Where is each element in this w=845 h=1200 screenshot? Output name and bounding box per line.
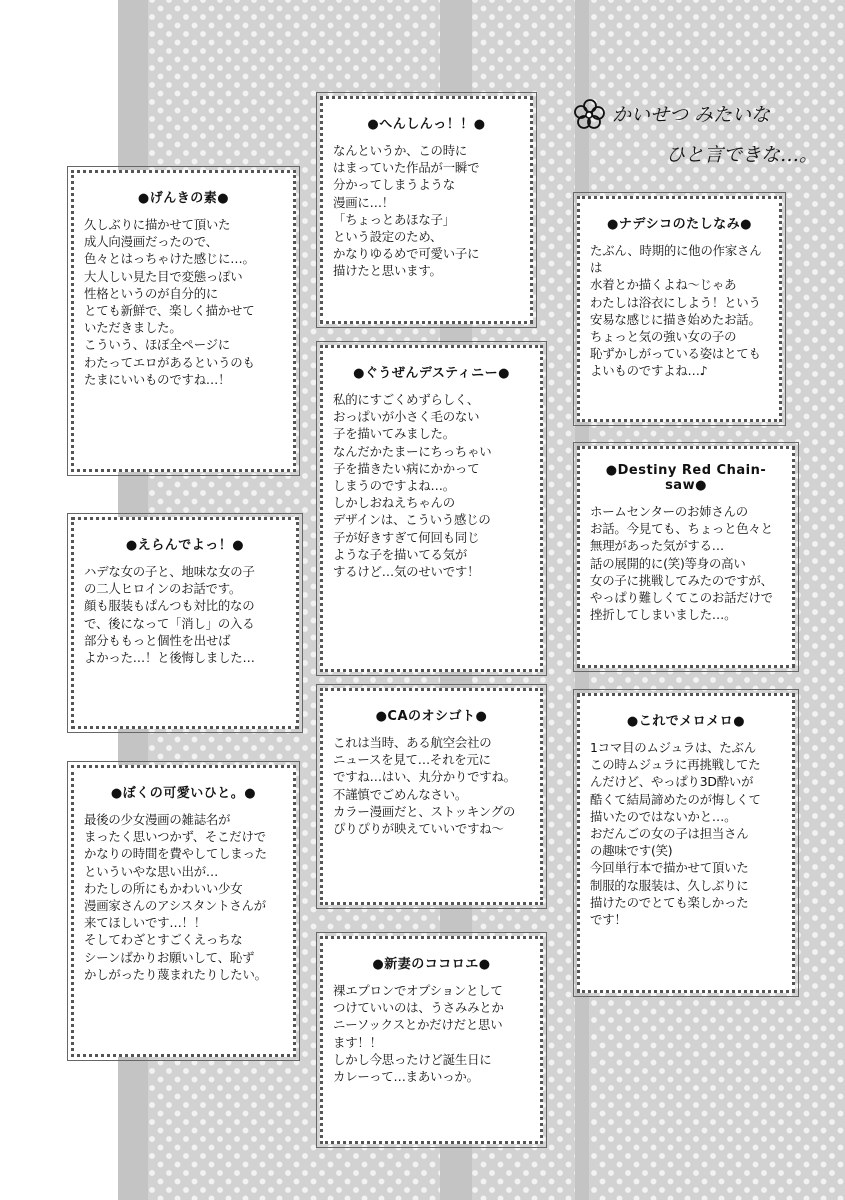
comment-card-boku (71, 765, 296, 1057)
afterword-heading (574, 98, 834, 178)
card-title: ●ぐうぜんデスティニー● (353, 366, 510, 381)
card-body: ホームセンターのお姉さんの お話。今見ても、ちょっと色々と 無理があった気がする… 話の展開的に(笑)等身の高い 女の子に挑戦してみたのですが、 やっぱり難しくてこのお話だけで 挫折してしまいました…。 (590, 504, 773, 623)
comment-card-niizuma (320, 936, 543, 1144)
comment-card-genki (71, 170, 296, 472)
card-body: これは当時、ある航空会社の ニュースを見て…それを元に ですね…はい、丸分かりですね。 不謹慎でごめんなさい。 カラー漫画だと、ストッキングの ぴりぴりが映えていいですね～ (333, 735, 516, 837)
card-body: ハデな女の子と、地味な女の子 の二人ヒロインのお話です。 顔も服装もぱんつも対比的なの で、後になって「消し」の入る 部分ももっと個性を出せば よかった…！と後悔しました… (84, 564, 255, 666)
comment-card-henshin (320, 96, 533, 324)
card-body: なんというか、この時に はまっていた作品が一瞬で 分かってしまうような 漫画に…！ 「ちょっとあほな子」 という設定のため、 かなりゆるめで可愛い子に 描けたと思います。 (333, 143, 480, 279)
card-title: ●えらんでよっ！● (125, 538, 245, 553)
card-title: ●げんきの素● (137, 191, 230, 206)
heading-line-1: かいせつ みたいな (612, 104, 771, 126)
flower-icon (574, 98, 606, 130)
card-body: たぶん、時期的に他の作家さんは 水着とか描くよね～じゃあ わたしは浴衣にしよう！という 安易な感じに描き始めたお話。 ちょっと気の強い女の子の 恥ずかしがっている姿はとても よいものですよね…♪ (590, 243, 762, 379)
card-title: ●CAのオシゴト● (375, 709, 488, 724)
card-title: ●Destiny Red Chain-saw● (605, 463, 767, 493)
card-title: ●ぼくの可愛いひと。● (110, 786, 257, 801)
card-title: ●これでメロメロ● (626, 714, 746, 729)
heading-line-2: ひと言できな…。 (666, 144, 819, 166)
comment-card-erande (71, 517, 299, 729)
card-body: 最後の少女漫画の雑誌名が まったく思いつかず、そこだけで かなりの時間を費やしてしまった といういやな思い出が… わたしの所にもかわいい少女 漫画家さんのアシスタントさんが 来てほしいです…！！ そしてわざとすごくえっちな シーンばかりお願いして、恥ず かしがったり蔑まれたりしたい。 (84, 812, 267, 982)
card-title: ●新妻のココロエ● (372, 957, 491, 972)
card-body: 裸エプロンでオプションとして つけていいのは、うさみみとか ニーソックスとかだけだと思い ます！！ しかし今思ったけど誕生日に カレーって…まあいっか。 (333, 983, 504, 1085)
card-body: 私的にすごくめずらしく、 おっぱいが小さく毛のない 子を描いてみました。 なんだかたまーにちっちゃい 子を描きたい病にかかって しまうのですよね…。 しかしおねえちゃんの デザインは、こういう感じの 子が好きすぎて何回も同じ ような子を描いてる気が するけど…気のせいです！ (333, 392, 492, 580)
card-title: ●へんしんっ！！● (367, 117, 486, 132)
comment-card-guuzen (320, 345, 543, 672)
comment-card-destiny (577, 446, 795, 668)
comment-card-meromero (577, 693, 795, 993)
card-body: 久しぶりに描かせて頂いた 成人向漫画だったので、 色々とはっちゃけた感じに…。 大人しい見た目で変態っぽい 性格というのが自分的に とても新鮮で、楽しく描かせて いただきました。 こういう、ほぼ全ページに わたってエロがあるというのも たまにいいものですね…！ (84, 217, 255, 387)
card-title: ●ナデシコのたしなみ● (607, 217, 752, 232)
comment-card-ca (320, 688, 543, 905)
card-body: 1コマ目のムジュラは、たぶん この時ムジュラに再挑戦してた んだけど、やっぱり3D酔いが 酷くて結局諦めたのが悔しくて 描いたのではないかと…。 おだんごの女の子は担当さん の趣味です(笑) 今回単行本で描かせて頂いた 制服的な服装は、久しぶりに 描けたのでとても楽しかった です！ (590, 740, 761, 928)
comment-card-nadeshiko (577, 196, 782, 422)
